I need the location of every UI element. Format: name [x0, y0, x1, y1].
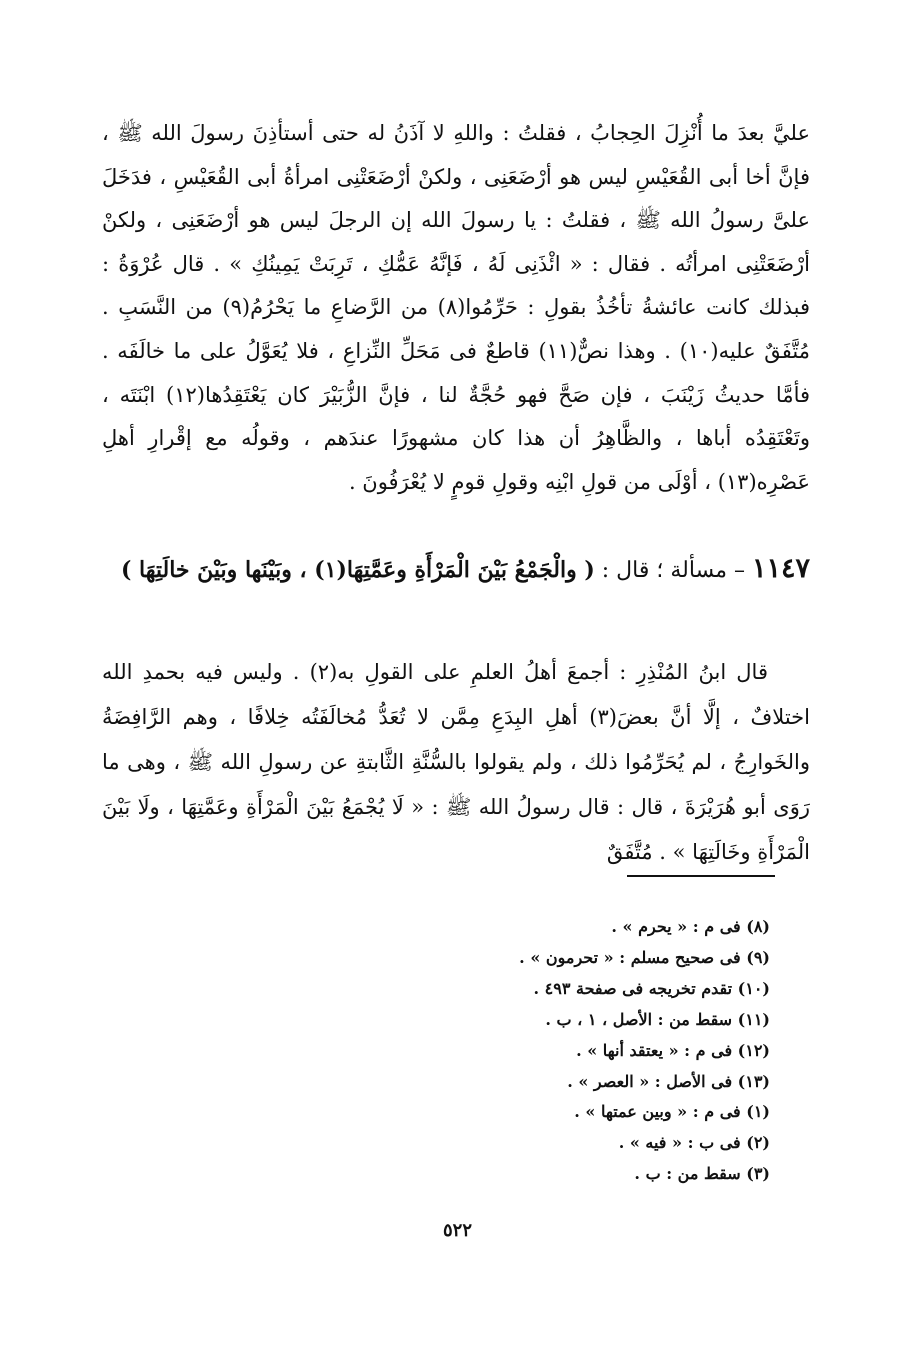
footnote-divider [627, 875, 775, 877]
issue-heading [102, 545, 810, 595]
footnote: (١١) سقط من : الأصل ، ١ ، ب . [545, 1009, 770, 1029]
footnote: (٣) سقط من : ب . [634, 1164, 770, 1184]
footnote: (١) فى م : « وبين عمتها » . [574, 1102, 770, 1122]
footnotes-list [102, 912, 770, 1190]
issue-quote: ( والْجَمْعُ بَيْنَ الْمَرْأَةِ وعَمَّتِهَا(١) ، وبَيْنَها وبَيْنَ خالَتِهَا ) [120, 557, 595, 583]
footnote: (٨) فى م : « يحرم » . [611, 917, 770, 936]
commentary-paragraph: قال ابنُ المُنْذِرِ : أجمعَ أهلُ العلمِ على القولِ به(٢) . وليس فيه بحمدِ الله اختلافٌ ، إلَّا أنَّ بعضَ(٣) أهلِ البِدَعِ مِمَّن لا تُعَدُّ مُخالَفَتُه خِلافًا ، وهم الرَّافِضَةُ والخَوارِجُ ، لم يُحَرِّمُوا ذلك ، ولم يقولوا بالسُّنَّةِ الثَّابتةِ عن رسولِ الله ﷺ ، وهى ما رَوَى أبو هُرَيْرَةَ ، قال : قال رسولُ الله ﷺ : « لَا يُجْمَعُ بَيْنَ الْمَرْأَةِ وعَمَّتِهَا ، ولَا بَيْنَ الْمَرْأَةِ وخَالَتِهَا » . مُتَّفَقٌ [102, 660, 810, 864]
footnote: (١٣) فى الأصل : « العصر » . [567, 1071, 770, 1091]
footnote: (١٠) تقدم تخريجه فى صفحة ٤٩٣ . [533, 978, 770, 998]
issue-number: ١١٤٧ [751, 553, 810, 584]
footnote: (١٢) فى م : « يعتقد أنها » . [576, 1040, 770, 1060]
issue-intro: – مسألة ؛ قال : [601, 558, 745, 583]
footnote: (٩) فى صحيح مسلم : « تحرمون » . [519, 947, 770, 967]
page-number: ٥٢٢ [442, 1220, 472, 1241]
main-paragraph: عليَّ بعدَ ما أُنْزِلَ الحِجابُ ، فقلتُ : واللهِ لا آذَنُ له حتى أستأذِنَ رسولَ الله ﷺ ، فإنَّ أخا أبى القُعَيْسِ ليس هو أرْضَعَنِى ، ولكنْ أرْضَعَتْنِى امرأةُ أبى القُعَيْسِ ، فدَخَلَ علىَّ رسولُ الله ﷺ ، فقلتُ : يا رسولَ الله إن الرجلَ ليس هو أرْضَعَنِى ، ولكنْ أرْضَعَتْنِى امرأتُه . فقال : « ائْذَنِى لَهُ ، فَإنَّهُ عَمُّكِ ، تَرِبَتْ يَمِينُكِ » . قال عُرْوَةُ : فبذلك كانت عائشةُ تأخُذُ بقولِ : حَرِّمُوا(٨) من الرَّضاعِ ما يَحْرُمُ(٩) من النَّسَبِ . مُتَّفَقٌ عليه(١٠) . وهذا نصٌّ(١١) قاطعٌ فى مَحَلِّ النِّزاعِ ، فلا يُعَوَّلُ على ما خالَفَه . فأمَّا حديثُ زَيْنَبَ ، فإن صَحَّ فهو حُجَّةٌ لنا ، فإنَّ الزُّبَيْرَ كان يَعْتَقِدُها(١٢) ابْنَتَه ، وتَعْتَقِدُه أباها ، والظَّاهِرُ أن هذا كان مشهورًا عندَهم ، وقولُه مع إقْرارِ أهلِ عَصْرِه(١٣) ، أوْلَى من قولِ ابْنِه وقولِ قومٍ لا يُعْرَفُونَ . [102, 121, 811, 494]
footnote: (٢) فى ب : « فيه » . [618, 1133, 770, 1153]
